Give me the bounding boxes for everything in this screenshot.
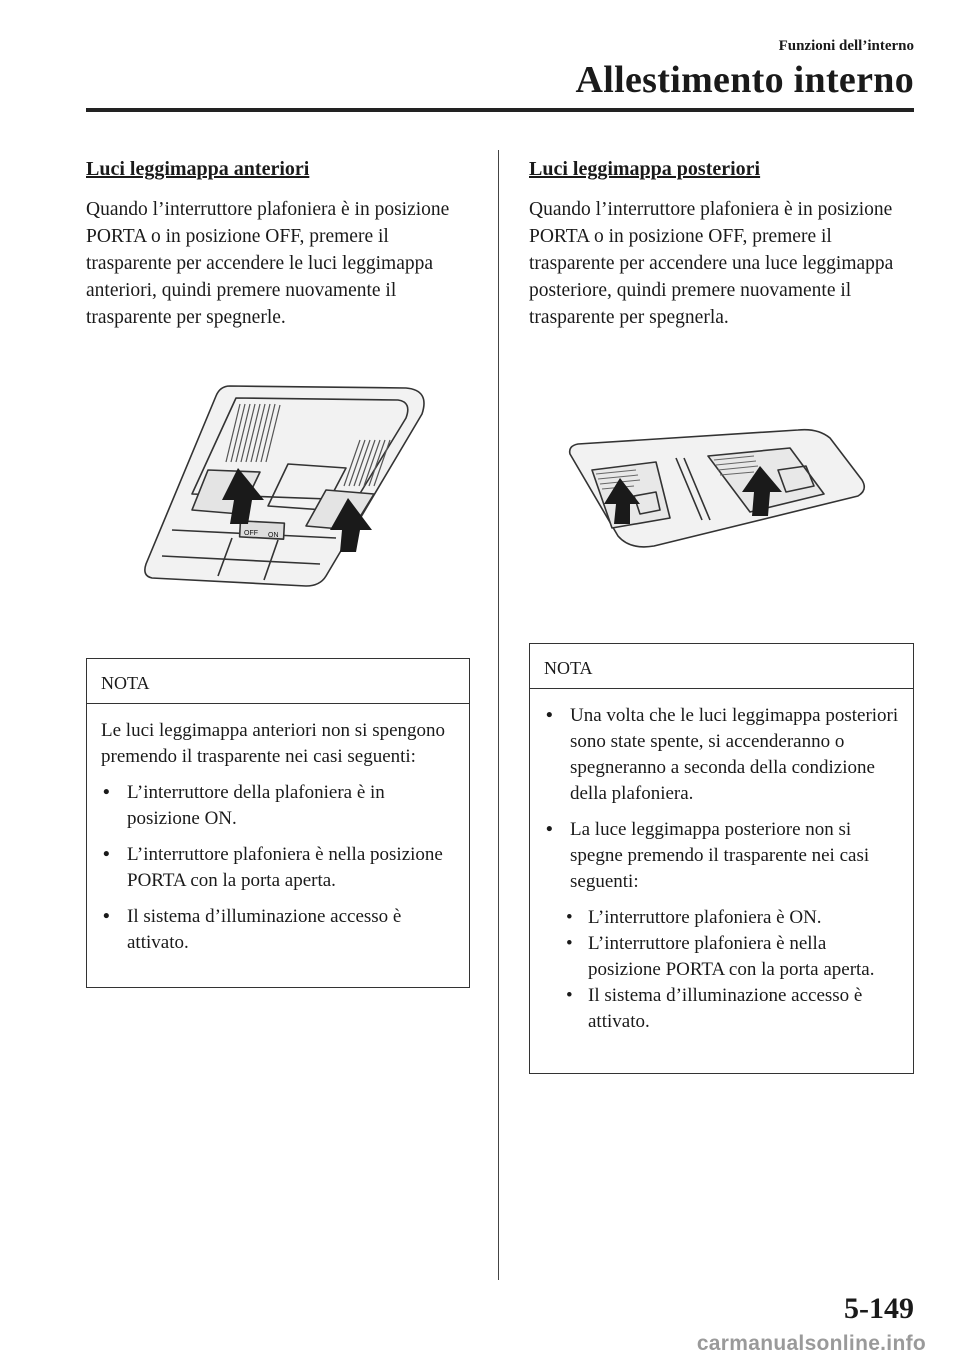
switch-off-label: OFF xyxy=(244,530,258,537)
left-column xyxy=(86,154,470,331)
list-item: • Una volta che le luci leggimappa posteriori sono state spente, si accenderanno o spegneranno a seconda della condizione della plafoniera. xyxy=(546,705,899,804)
rear-lights-title: Luci leggimappa posteriori xyxy=(529,158,761,180)
watermark: carmanualsonline.info xyxy=(696,1332,926,1355)
switch-on-label: ON xyxy=(268,532,279,539)
chapter-label: Funzioni dell’interno xyxy=(778,38,914,54)
note-heading: NOTA xyxy=(87,659,469,704)
rear-lights-note xyxy=(529,643,914,1074)
list-item: • Il sistema d’illuminazione accesso è attivato. xyxy=(103,906,402,953)
header-divider xyxy=(86,108,914,112)
section-title: Allestimento interno xyxy=(575,59,914,101)
list-item: • Il sistema d’illuminazione accesso è attivato. xyxy=(566,985,863,1032)
page-number: 5-149 xyxy=(844,1292,914,1325)
right-column xyxy=(529,154,913,331)
front-map-light-illustration xyxy=(140,380,440,590)
note-intro: Le luci leggimappa anteriori non si spengono premendo il trasparente nei casi seguenti: xyxy=(101,720,446,767)
list-item: • L’interruttore plafoniera è nella posizione PORTA con la porta aperta. xyxy=(103,844,443,891)
list-item: • L’interruttore della plafoniera è in posizione ON. xyxy=(103,782,385,829)
rear-map-light-illustration xyxy=(560,424,870,554)
front-lights-note xyxy=(86,658,470,988)
column-divider xyxy=(498,150,499,1280)
rear-lights-paragraph: Quando l’interruttore plafoniera è in posizione PORTA o in posizione OFF, premere il trasparente per accendere una luce leggimappa posteriore, quindi premere nuovamente il trasparente per spegnerla. xyxy=(529,199,894,328)
list-item: • La luce leggimappa posteriore non si spegne premendo il trasparente nei casi seguenti: xyxy=(546,819,870,892)
list-item: • L’interruttore plafoniera è nella posizione PORTA con la porta aperta. xyxy=(566,933,875,980)
front-lights-title: Luci leggimappa anteriori xyxy=(86,158,310,180)
note-heading: NOTA xyxy=(530,644,913,689)
list-item: • L’interruttore plafoniera è ON. xyxy=(566,907,822,928)
front-lights-paragraph: Quando l’interruttore plafoniera è in posizione PORTA o in posizione OFF, premere il trasparente per accendere le luci leggimappa anteriori, quindi premere nuovamente il trasparente per spegnerle. xyxy=(86,199,450,328)
